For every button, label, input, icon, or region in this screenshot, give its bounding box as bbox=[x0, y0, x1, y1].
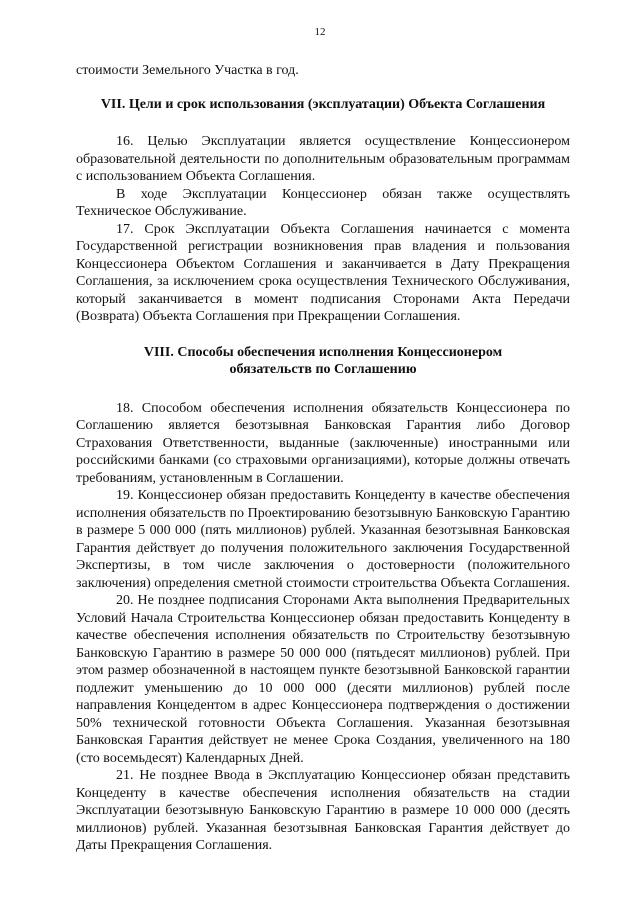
clause-16-maintenance: В ходе Эксплуатации Концессионер обязан также осуществлять Техническое Обслуживание. bbox=[76, 186, 570, 219]
section-8-heading-line-2: обязательств по Соглашению bbox=[229, 362, 417, 377]
continuation-text: стоимости Земельного Участка в год. bbox=[76, 63, 299, 78]
document-body bbox=[76, 62, 570, 855]
page-number: 12 bbox=[314, 26, 326, 38]
section-8-heading-line-1: VIII. Способы обеспечения исполнения Концессионером bbox=[143, 344, 503, 360]
clause-19: 19. Концессионер обязан предоставить Концеденту в качестве обеспечения исполнения обязательств по Проектированию безотзывную Банковскую Гарантию в размере 5 000 000 (пять миллионов) рублей. Указанная безотзывная Банковская Гарантия действует до получения положительного заключения Государственной Экспертизы, в том числе заключения о достоверности (положительного заключения) определения сметной стоимости строительства Объекта Соглашения. bbox=[76, 488, 570, 591]
clause-16: 16. Целью Эксплуатации является осуществление Концессионером образовательной деятельности по дополнительным образовательным программам с использованием Объекта Соглашения. bbox=[76, 134, 570, 184]
clause-20: 20. Не позднее подписания Сторонами Акта выполнения Предварительных Условий Начала Строительства Концессионер обязан предоставить Концеденту в качестве обеспечения исполнения обязательств по Строительству безотзывную Банковскую Гарантию в размере 50 000 000 (пятьдесят миллионов) рублей. При этом размер обозначенной в настоящем пункте безотзывной Банковской гарантии подлежит уменьшению до 10 000 000 (десяти миллионов) рублей после направления Концедентом в адрес Концессионера подтверждения о достижении 50% технической готовности Объекта Соглашения. Указанная безотзывная Банковская Гарантия действует не менее Срока Создания, увеличенного на 180 (сто восемьдесят) Календарных Дней. bbox=[76, 593, 570, 766]
clause-21: 21. Не позднее Ввода в Эксплуатацию Концессионер обязан представить Концеденту в качестве обеспечения исполнения обязательств на стадии Эксплуатации безотзывную Банковскую Гарантию в размере 10 000 000 (десять миллионов) рублей. Указанная безотзывная Банковская Гарантия действует до Даты Прекращения Соглашения. bbox=[76, 768, 570, 853]
clause-18: 18. Способом обеспечения исполнения обязательств Концессионера по Соглашению является безотзывная Банковская Гарантия либо Договор Страхования Ответственности, выданные (заключенные) иностранными или российскими банками (со страховыми организациями), которые должны отвечать требованиям, установленным в Соглашении. bbox=[76, 400, 570, 486]
clause-17: 17. Срок Эксплуатации Объекта Соглашения начинается с момента Государственной регистрации возникновения прав владения и пользования Концессионера Объектом Соглашения и заканчивается в Дату Прекращения Соглашения, за исключением срока осуществления Технического Обслуживания, который заканчивается в момент подписания Сторонами Акта Передачи (Возврата) Объекта Соглашения при Прекращении Соглашения. bbox=[76, 221, 570, 324]
section-7-heading: VII. Цели и срок использования (эксплуатации) Объекта Соглашения bbox=[100, 96, 546, 112]
section-8-heading bbox=[76, 344, 570, 379]
